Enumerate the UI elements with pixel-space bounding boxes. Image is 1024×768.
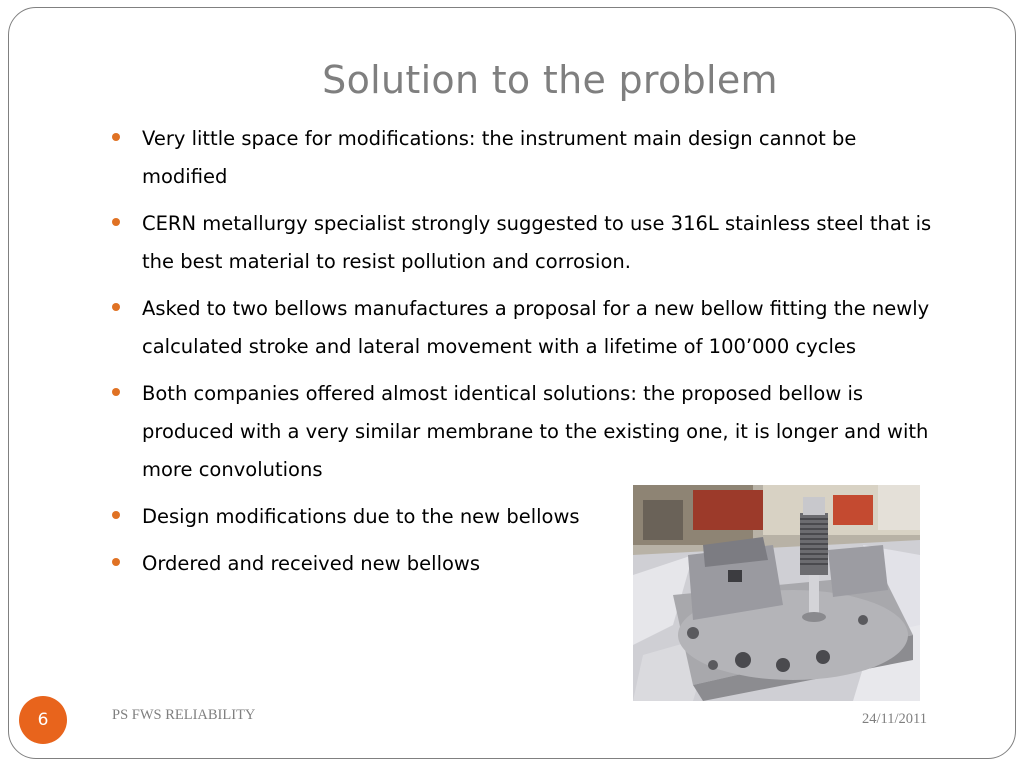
bullet-text: Design modifications due to the new bellows <box>142 505 580 528</box>
bullet-dot-icon <box>112 388 120 396</box>
bullet-dot-icon <box>112 218 120 226</box>
bullet-item <box>112 120 942 196</box>
slide-title: Solution to the problem <box>322 58 778 102</box>
page-number-badge: 6 <box>19 696 67 744</box>
bullet-item <box>112 205 942 281</box>
bullet-dot-icon <box>112 133 120 141</box>
bellows-assembly-photo <box>633 485 920 701</box>
bullet-text: Ordered and received new bellows <box>142 552 481 575</box>
bullet-item <box>112 290 942 366</box>
bullet-text: Very little space for modifications: the instrument main design cannot be modified <box>142 127 857 188</box>
footer-date: 24/11/2011 <box>862 711 927 727</box>
bullet-item <box>112 375 929 489</box>
bullet-dot-icon <box>112 558 120 566</box>
bullet-text: Asked to two bellows manufactures a proposal for a new bellow fitting the newly calculated stroke and lateral movement with a lifetime of 100’000 cycles <box>142 297 930 358</box>
bullet-dot-icon <box>112 511 120 519</box>
bullet-dot-icon <box>112 303 120 311</box>
bullet-text: Both companies offered almost identical solutions: the proposed bellow is produced with a very similar membrane to the existing one, it is longer and with more convolutions <box>142 382 929 481</box>
bullet-text: CERN metallurgy specialist strongly suggested to use 316L stainless steel that is the best material to resist pollution and corrosion. <box>142 212 932 273</box>
footer-label: PS FWS RELIABILITY <box>112 707 256 723</box>
